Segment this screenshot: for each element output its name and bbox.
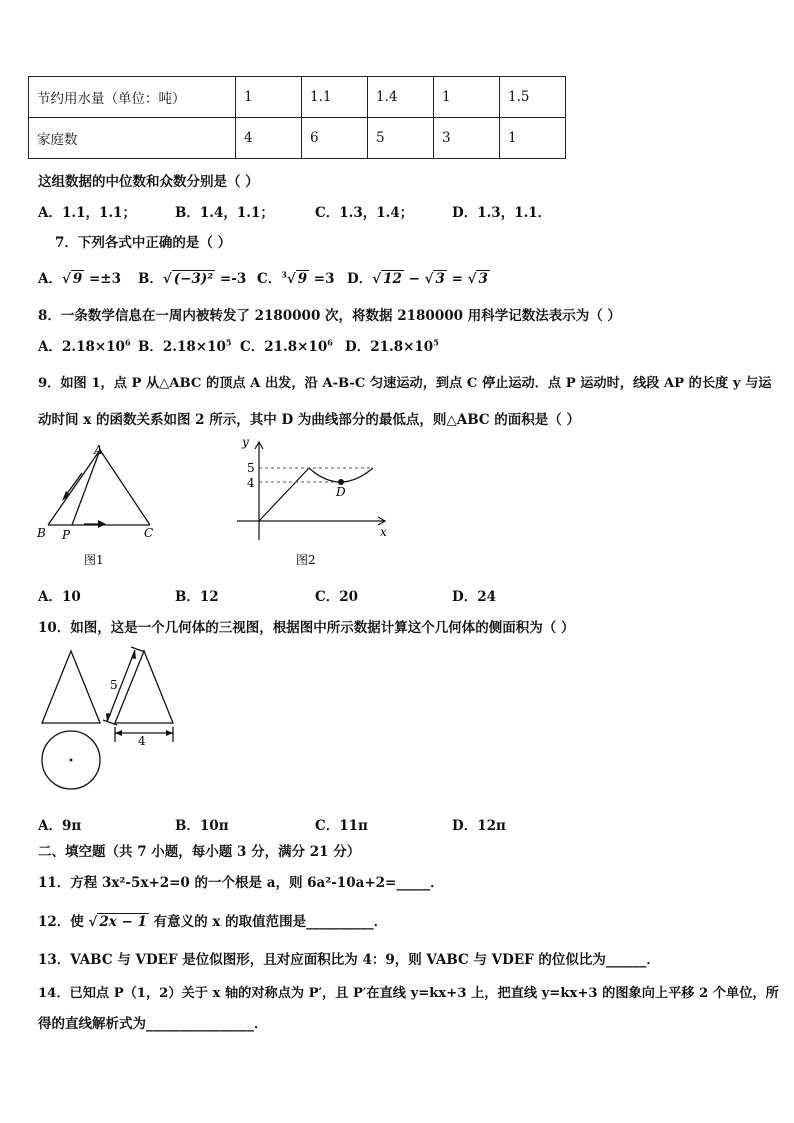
dimension-slant: 5 (110, 678, 118, 692)
label-b: B (37, 526, 46, 540)
tick-4: 4 (247, 476, 255, 490)
radical-sign: √ (372, 271, 382, 287)
table-cell: 5 (368, 118, 434, 159)
tick-5: 5 (247, 461, 255, 475)
q7-option-a (38, 267, 121, 287)
minus-sign: − (403, 271, 425, 287)
q8-option-b (138, 335, 231, 355)
table-cell: 3 (434, 118, 500, 159)
q10-stem: 10．如图，这是一个几何体的三视图，根据图中所示数据计算这个几何体的侧面积为（ ） (38, 620, 575, 636)
q9-stem-line2: 动时间 x 的函数关系如图 2 所示，其中 D 为曲线部分的最低点，则△ABC 的面积是（ ） (38, 412, 581, 428)
table-cell: 4 (236, 118, 302, 159)
option-text: D．21.8×10 (345, 339, 434, 355)
radicand: 2x − 1 (99, 914, 147, 930)
q12-pre: 12．使 (38, 914, 89, 930)
label-a: A (94, 443, 103, 457)
q6-option-d: D．1.3，1.1． (452, 205, 552, 221)
radical-sign: √ (88, 914, 98, 930)
q9-option-b: B．12 (175, 589, 219, 605)
radical-index: 3 (281, 269, 287, 280)
exponent: 5 (225, 337, 232, 348)
option-text: C．21.8×10 (240, 339, 328, 355)
label-x: x (380, 525, 387, 539)
table-cell: 1.5 (500, 77, 566, 118)
label-c: C (144, 526, 154, 540)
q8-option-d (345, 335, 439, 355)
q6-stem: 这组数据的中位数和众数分别是（ ） (38, 174, 259, 190)
q10-option-b: B．10π (175, 818, 229, 834)
option-label: C． (257, 271, 282, 287)
table-row (29, 77, 566, 118)
q9-figure-1-triangle (36, 445, 176, 565)
table-header-cell: 家庭数 (29, 118, 236, 159)
q8-option-c (240, 335, 333, 355)
q12-text (38, 910, 387, 930)
q9-figure-2-graph (232, 432, 392, 567)
dimension-base: 4 (138, 734, 146, 748)
option-rest: =-3 (215, 271, 247, 287)
equals-sign: = (446, 271, 468, 287)
table-cell: 1 (500, 118, 566, 159)
q9-option-c: C．20 (315, 589, 359, 605)
exponent: 5 (433, 337, 439, 348)
table-cell: 6 (302, 118, 368, 159)
option-label: A． (38, 271, 62, 287)
q8-option-a (38, 335, 131, 355)
option-label: D． (347, 271, 373, 287)
exponent: 6 (124, 337, 131, 348)
figure-caption: 图1 (84, 553, 104, 567)
q7-option-d (347, 267, 490, 287)
q13-text: 13．VABC 与 VDEF 是位似图形，且对应面积比为 4：9，则 VABC 与 VDEF 的位似比为______． (38, 952, 660, 968)
q10-option-a: A．9π (38, 818, 82, 834)
table-cell: 1 (236, 77, 302, 118)
table-row (29, 118, 566, 159)
q14-line1: 14．已知点 P（1，2）关于 x 轴的对称点为 P′，且 P′在直线 y=kx+3 上，把直线 y=kx+3 的图象向上平移 2 个单位，所 (38, 986, 779, 1001)
q10-three-views-figure (38, 643, 188, 818)
radicand: 9 (297, 271, 308, 287)
q9-option-a: A．10 (38, 589, 81, 605)
radical-sign: √ (61, 271, 71, 287)
table-header-cell: 节约用水量（单位：吨） (29, 77, 236, 118)
option-text: A．2.18×10 (38, 339, 125, 355)
q8-stem: 8．一条数学信息在一周内被转发了 2180000 次，将数据 2180000 用科学记数法表示为（ ） (38, 308, 621, 324)
water-saving-table (28, 76, 566, 159)
q10-option-c: C．11π (315, 818, 368, 834)
radical-sign: √ (424, 271, 434, 287)
q7-option-c (257, 267, 335, 287)
radical-sign: √ (162, 271, 172, 287)
radicand: 3 (478, 271, 488, 287)
figure-caption: 图2 (296, 553, 316, 567)
q9-stem-line1: 9．如图 1，点 P 从△ABC 的顶点 A 出发，沿 A-B-C 匀速运动，到点 C 停止运动．点 P 运动时，线段 AP 的长度 y 与运 (38, 376, 772, 391)
q11-text: 11．方程 3x²-5x+2=0 的一个根是 a，则 6a²-10a+2=_____． (38, 875, 444, 891)
q9-option-d: D．24 (452, 589, 496, 605)
radicand: (−3)² (173, 271, 214, 287)
q6-option-a: A．1.1，1.1； (38, 205, 136, 221)
radical-sign: √ (286, 271, 296, 287)
q7-stem: 7．下列各式中正确的是（ ） (55, 235, 232, 251)
q10-option-d: D．12π (452, 818, 506, 834)
radical-sign: √ (467, 271, 477, 287)
option-label: B． (138, 271, 163, 287)
section-2-title: 二、填空题（共 7 小题，每小题 3 分，满分 21 分） (38, 844, 361, 860)
q6-option-c: C．1.3，1.4； (315, 205, 414, 221)
label-y: y (242, 435, 249, 449)
option-rest: =±3 (84, 271, 121, 287)
exponent: 6 (327, 337, 333, 348)
table-cell: 1.4 (368, 77, 434, 118)
q6-option-b: B．1.4，1.1； (175, 205, 274, 221)
label-d: D (336, 485, 346, 499)
table-cell: 1 (434, 77, 500, 118)
option-rest: =3 (309, 271, 335, 287)
radicand: 9 (72, 271, 83, 287)
label-p: P (62, 528, 71, 542)
radicand: 12 (383, 271, 402, 287)
q12-post: 有意义的 x 的取值范围是__________． (148, 914, 388, 930)
option-text: B．2.18×10 (138, 339, 226, 355)
q7-option-b (138, 267, 246, 287)
radicand: 3 (435, 271, 445, 287)
table-cell: 1.1 (302, 77, 368, 118)
q14-line2: 得的直线解析式为________________． (38, 1016, 268, 1032)
